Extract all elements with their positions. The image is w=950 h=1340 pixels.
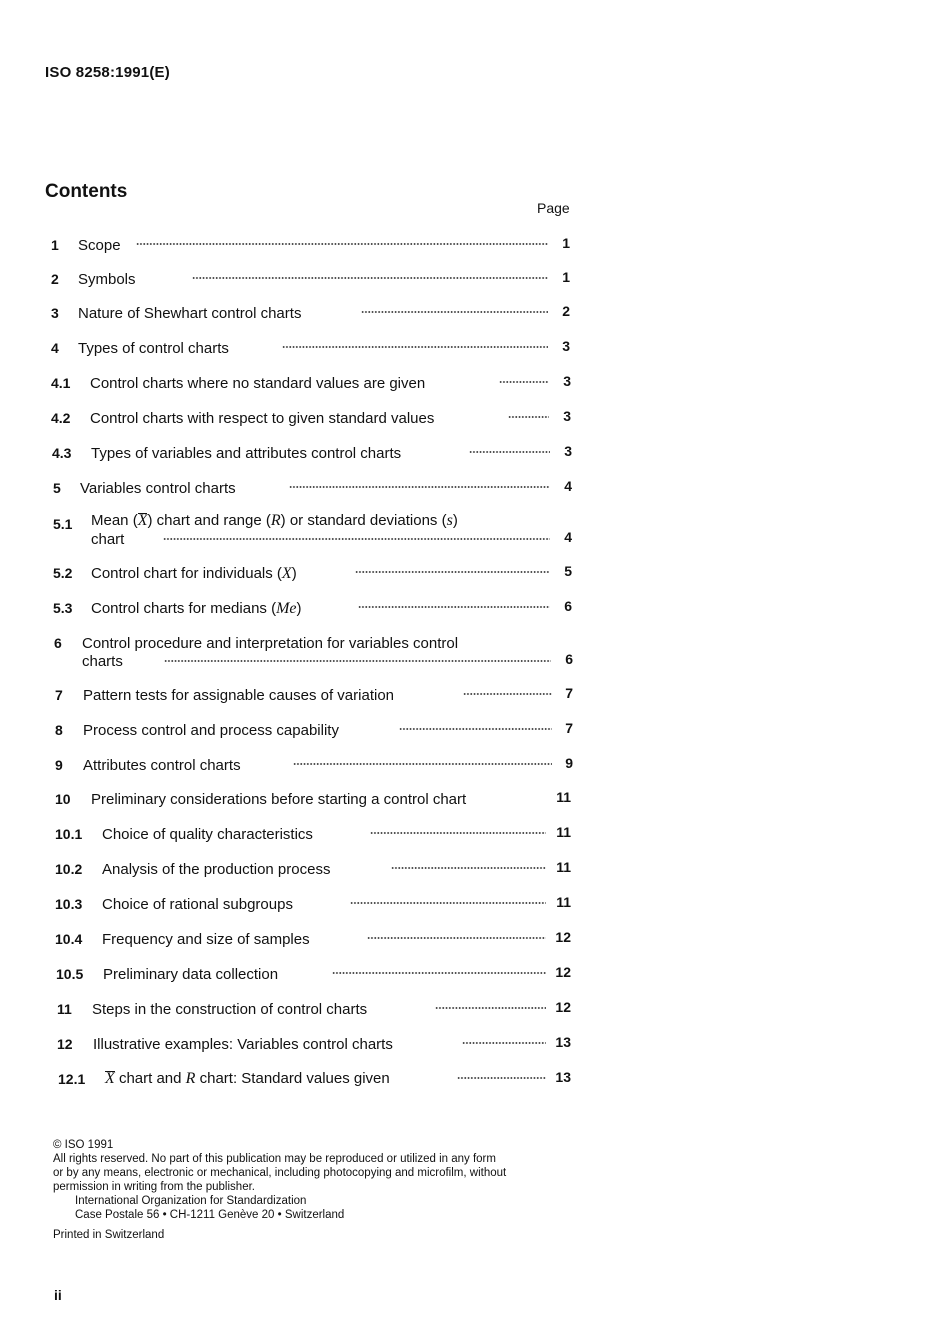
toc-number: 1: [51, 237, 59, 253]
toc-number: 4: [51, 340, 59, 356]
dot-leader: [361, 311, 548, 313]
toc-title: Analysis of the production process: [102, 861, 331, 878]
toc-title: Illustrative examples: Variables control charts: [93, 1036, 393, 1053]
dot-leader: [367, 937, 546, 939]
toc-number: 5: [53, 480, 61, 496]
dot-leader: [508, 416, 549, 418]
toc-page: 9: [565, 755, 573, 771]
toc-title: Control chart for individuals (X): [91, 565, 297, 582]
toc-entry[interactable]: [58, 1071, 578, 1091]
toc-title: Frequency and size of samples: [102, 931, 310, 948]
copyright-notice: [53, 1138, 613, 1242]
toc-entry[interactable]: [55, 896, 575, 916]
toc-page: 5: [564, 563, 572, 579]
toc-title: Process control and process capability: [83, 722, 339, 739]
toc-number: 6: [54, 635, 62, 651]
toc-entry[interactable]: [51, 237, 571, 257]
toc-page: 2: [562, 303, 570, 319]
toc-number: 5.1: [53, 516, 73, 532]
dot-leader: [136, 243, 548, 245]
toc-page: 4: [564, 478, 572, 494]
toc-title: Attributes control charts: [83, 757, 241, 774]
toc-title: Symbols: [78, 271, 136, 288]
x-bar-symbol: X: [105, 1070, 115, 1087]
toc-title: Control charts where no standard values are given: [90, 375, 426, 392]
toc-entry[interactable]: [55, 791, 575, 811]
toc-entry[interactable]: [57, 1001, 577, 1021]
toc-page: 11: [556, 789, 571, 805]
toc-number: 10.3: [55, 896, 83, 912]
r-symbol: R: [270, 512, 281, 529]
s-symbol: s: [446, 512, 453, 529]
toc-number: 5.2: [53, 565, 73, 581]
toc-title: Choice of rational subgroups: [102, 896, 293, 913]
toc-page: 13: [555, 1069, 571, 1085]
page-number: ii: [54, 1287, 62, 1303]
toc-entry[interactable]: [55, 861, 575, 881]
dot-leader: [293, 763, 552, 765]
rights-text: permission in writing from the publisher.: [53, 1181, 255, 1193]
dot-leader: [358, 606, 550, 608]
toc-number: 10.5: [56, 966, 84, 982]
toc-page: 7: [565, 685, 573, 701]
toc-number: 7: [55, 687, 63, 703]
toc-title-continuation: charts: [82, 653, 123, 670]
toc-entry[interactable]: [51, 340, 571, 360]
dot-leader: [282, 346, 548, 348]
toc-title: Preliminary data collection: [103, 966, 279, 983]
toc-entry[interactable]: [54, 635, 574, 675]
toc-number: 2: [51, 271, 59, 287]
toc-entry[interactable]: [51, 375, 571, 395]
x-bar-symbol: X: [137, 512, 148, 529]
toc-entry[interactable]: [57, 1036, 577, 1056]
printed-location: Printed in Switzerland: [53, 1229, 165, 1241]
toc-page: 3: [562, 338, 570, 354]
toc-entry[interactable]: [51, 305, 571, 325]
dot-leader: [332, 972, 546, 974]
organization-name: International Organization for Standardization: [75, 1195, 307, 1207]
toc-entry[interactable]: [53, 600, 573, 620]
toc-entry[interactable]: [51, 410, 571, 430]
toc-title: X chart and R chart: Standard values given: [105, 1070, 390, 1087]
toc-number: 3: [51, 305, 59, 321]
toc-entry[interactable]: [55, 722, 575, 742]
toc-number: 11: [57, 1001, 72, 1017]
toc-title: Types of variables and attributes control charts: [91, 445, 402, 462]
toc-title: Control charts with respect to given standard values: [90, 410, 435, 427]
toc-entry[interactable]: [53, 565, 573, 585]
toc-number: 4.3: [52, 445, 72, 461]
dot-leader: [499, 381, 549, 383]
dot-leader: [370, 832, 546, 834]
dot-leader: [350, 902, 546, 904]
toc-page: 1: [562, 235, 570, 251]
dot-leader: [355, 571, 550, 573]
toc-entry[interactable]: [51, 271, 571, 291]
toc-number: 12.1: [58, 1071, 86, 1087]
toc-page: 11: [556, 859, 571, 875]
toc-title: Types of control charts: [78, 340, 229, 357]
organization-address: Case Postale 56 • CH-1211 Genève 20 • Switzerland: [75, 1209, 345, 1221]
toc-number: 9: [55, 757, 63, 773]
toc-title: Pattern tests for assignable causes of variation: [83, 687, 395, 704]
toc-entry[interactable]: [55, 931, 575, 951]
dot-leader: [163, 538, 550, 540]
toc-title: Control charts for medians (Me): [91, 600, 302, 617]
toc-page: 3: [564, 443, 572, 459]
toc-title: Control procedure and interpretation for variables control: [82, 635, 459, 652]
document-id: ISO 8258:1991(E): [45, 64, 170, 81]
toc-number: 12: [57, 1036, 73, 1052]
toc-entry[interactable]: [52, 445, 572, 465]
toc-entry[interactable]: [55, 757, 575, 777]
toc-title: Variables control charts: [80, 480, 236, 497]
toc-page: 4: [564, 529, 572, 545]
toc-title: Mean (X) chart and range (R) or standard deviations (s): [91, 512, 458, 529]
dot-leader: [164, 660, 551, 662]
me-symbol: Me: [276, 600, 297, 617]
toc-page: 11: [556, 824, 571, 840]
copyright-line: © ISO 1991: [53, 1139, 114, 1151]
dot-leader: [289, 486, 550, 488]
toc-title-continuation: chart: [91, 531, 125, 548]
toc-number: 10: [55, 791, 71, 807]
toc-number: 10.1: [55, 826, 83, 842]
toc-page: 12: [555, 929, 571, 945]
toc-entry[interactable]: [53, 514, 573, 554]
x-symbol: X: [281, 565, 292, 582]
rights-text: All rights reserved. No part of this publication may be reproduced or utilized in any form: [53, 1153, 496, 1165]
toc-title: Preliminary considerations before starting a control chart: [91, 791, 467, 808]
page-column-label: Page: [537, 200, 570, 216]
dot-leader: [399, 728, 552, 730]
toc-title: Choice of quality characteristics: [102, 826, 313, 843]
toc-entry[interactable]: [53, 480, 573, 500]
rights-text: or by any means, electronic or mechanical, including photocopying and microfilm, without: [53, 1167, 507, 1179]
toc-title: Scope: [78, 237, 121, 254]
toc-entry[interactable]: [55, 687, 575, 707]
dot-leader: [457, 1077, 546, 1079]
toc-number: 4.2: [51, 410, 71, 426]
dot-leader: [462, 1042, 546, 1044]
toc-page: 12: [555, 964, 571, 980]
dot-leader: [391, 867, 546, 869]
toc-number: 10.4: [55, 931, 83, 947]
toc-entry[interactable]: [56, 966, 576, 986]
toc-entry[interactable]: [55, 826, 575, 846]
toc-title: Steps in the construction of control charts: [92, 1001, 368, 1018]
toc-page: 7: [565, 720, 573, 736]
toc-number: 4.1: [51, 375, 71, 391]
toc-page: 6: [565, 651, 573, 667]
contents-title: Contents: [45, 181, 128, 202]
toc-page: 1: [562, 269, 570, 285]
dot-leader: [192, 277, 548, 279]
r-symbol: R: [185, 1070, 196, 1087]
toc-page: 11: [556, 894, 571, 910]
toc-page: 3: [563, 373, 571, 389]
dot-leader: [435, 1007, 546, 1009]
toc-page: 13: [555, 1034, 571, 1050]
toc-page: 12: [555, 999, 571, 1015]
toc-number: 8: [55, 722, 63, 738]
toc-number: 10.2: [55, 861, 83, 877]
dot-leader: [463, 693, 552, 695]
toc-number: 5.3: [53, 600, 73, 616]
toc-title: Nature of Shewhart control charts: [78, 305, 302, 322]
toc-page: 6: [564, 598, 572, 614]
dot-leader: [469, 451, 550, 453]
toc-page: 3: [563, 408, 571, 424]
